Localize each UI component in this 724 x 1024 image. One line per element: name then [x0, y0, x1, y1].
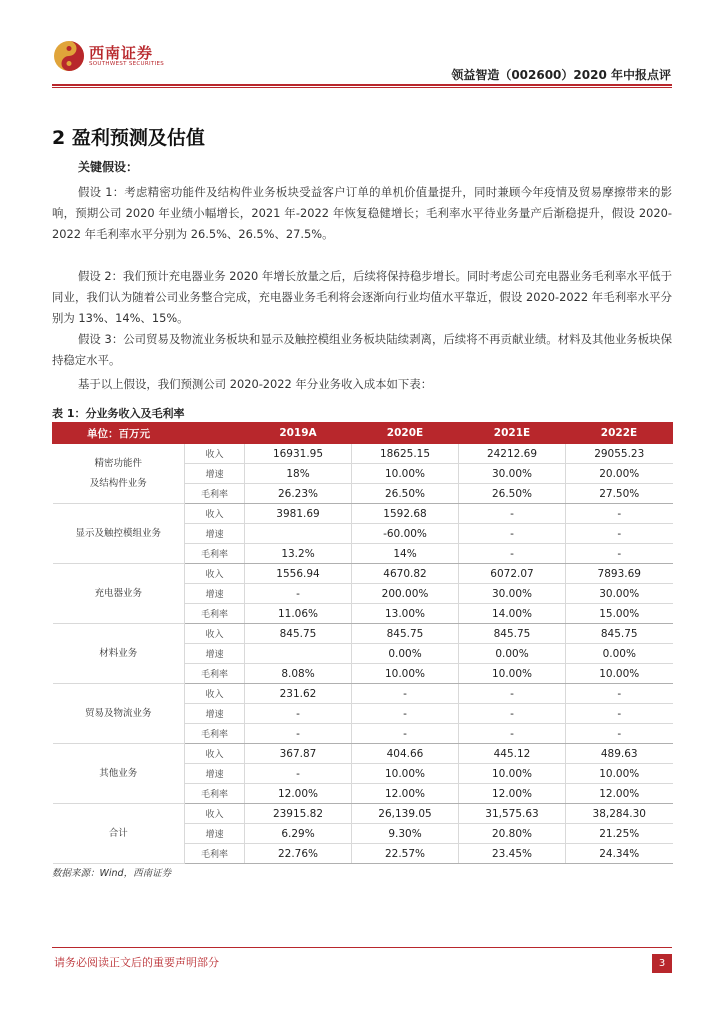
value-cell: 6072.07: [459, 564, 566, 584]
value-cell: 16931.95: [245, 444, 352, 464]
section-number: 2: [52, 127, 66, 149]
metric-cell: 毛利率: [185, 784, 245, 804]
value-cell: 30.00%: [459, 464, 566, 484]
metric-cell: 毛利率: [185, 664, 245, 684]
header-2019a: 2019A: [245, 423, 352, 444]
value-cell: 30.00%: [566, 584, 673, 604]
value-cell: 845.75: [352, 624, 459, 644]
table-body: [53, 444, 673, 864]
segment-name-cell: 显示及触控模组业务: [53, 504, 185, 564]
value-cell: [245, 524, 352, 544]
table-row: [53, 744, 673, 764]
value-cell: -: [245, 704, 352, 724]
metric-cell: 收入: [185, 564, 245, 584]
assumption-paragraph-2: 假设 2：我们预计充电器业务 2020 年增长放量之后，后续将保持稳步增长。同时考虑公司充电器业务毛利率水平低于同业，我们认为随着公司业务整合完成，充电器业务毛利将会逐渐向行业均值水平靠近，假设 2020-2022 年毛利率水平分别为 13%、14%、15%。: [52, 269, 672, 325]
value-cell: 15.00%: [566, 604, 673, 624]
logo-chinese-name: 西南证券: [89, 44, 154, 62]
table-row: [53, 624, 673, 644]
metric-cell: 增速: [185, 524, 245, 544]
value-cell: -: [245, 584, 352, 604]
table-caption: 表 1：分业务收入及毛利率: [52, 407, 185, 420]
section-title-text: 盈利预测及估值: [71, 127, 205, 149]
value-cell: -: [459, 544, 566, 564]
value-cell: 31,575.63: [459, 804, 566, 824]
value-cell: 21.25%: [566, 824, 673, 844]
metric-cell: 增速: [185, 644, 245, 664]
value-cell: -: [459, 724, 566, 744]
table-header-row: [53, 423, 673, 444]
value-cell: 10.00%: [459, 664, 566, 684]
metric-cell: 毛利率: [185, 604, 245, 624]
value-cell: 27.50%: [566, 484, 673, 504]
table-row: [53, 504, 673, 524]
forecast-intro-paragraph: 基于以上假设，我们预测公司 2020-2022 年分业务收入成本如下表：: [78, 377, 433, 391]
value-cell: 0.00%: [566, 644, 673, 664]
page-header: [0, 0, 724, 90]
header-metric: [185, 423, 245, 444]
value-cell: 10.00%: [352, 464, 459, 484]
value-cell: 13.2%: [245, 544, 352, 564]
value-cell: -: [245, 724, 352, 744]
value-cell: -: [566, 684, 673, 704]
value-cell: 13.00%: [352, 604, 459, 624]
metric-cell: 增速: [185, 464, 245, 484]
segment-name-cell: 贸易及物流业务: [53, 684, 185, 744]
value-cell: 3981.69: [245, 504, 352, 524]
metric-cell: 收入: [185, 504, 245, 524]
table-row: [53, 684, 673, 704]
logo-english-name: SOUTHWEST SECURITIES: [89, 61, 165, 67]
metric-cell: 增速: [185, 824, 245, 844]
value-cell: 12.00%: [245, 784, 352, 804]
segment-name-cell: 充电器业务: [53, 564, 185, 624]
value-cell: -: [352, 724, 459, 744]
header-2022e: 2022E: [566, 423, 673, 444]
value-cell: 0.00%: [459, 644, 566, 664]
value-cell: -: [566, 704, 673, 724]
value-cell: 30.00%: [459, 584, 566, 604]
assumption-paragraph-3: 假设 3：公司贸易及物流业务板块和显示及触控模组业务板块陆续剥离，后续将不再贡献业绩。材料及其他业务板块保持稳定水平。: [52, 332, 672, 367]
value-cell: -: [459, 524, 566, 544]
value-cell: 1556.94: [245, 564, 352, 584]
metric-cell: 收入: [185, 744, 245, 764]
value-cell: 845.75: [245, 624, 352, 644]
footer-disclaimer: 请务必阅读正文后的重要声明部分: [54, 956, 219, 969]
value-cell: 26,139.05: [352, 804, 459, 824]
report-title: 领益智造（002600）2020 年中报点评: [451, 68, 671, 82]
metric-cell: 收入: [185, 804, 245, 824]
value-cell: 489.63: [566, 744, 673, 764]
value-cell: -: [352, 684, 459, 704]
value-cell: 845.75: [459, 624, 566, 644]
header-divider: [52, 84, 672, 86]
value-cell: 24.34%: [566, 844, 673, 864]
value-cell: 10.00%: [352, 664, 459, 684]
value-cell: 10.00%: [566, 764, 673, 784]
value-cell: 9.30%: [352, 824, 459, 844]
value-cell: -60.00%: [352, 524, 459, 544]
value-cell: 845.75: [566, 624, 673, 644]
value-cell: 24212.69: [459, 444, 566, 464]
header-2020e: 2020E: [352, 423, 459, 444]
table-row: [53, 564, 673, 584]
key-assumptions-heading: 关键假设：: [78, 160, 139, 174]
value-cell: 10.00%: [459, 764, 566, 784]
header-divider-thin: [52, 87, 672, 88]
value-cell: -: [352, 704, 459, 724]
value-cell: -: [566, 724, 673, 744]
value-cell: 7893.69: [566, 564, 673, 584]
section-heading: [52, 123, 205, 150]
value-cell: 8.08%: [245, 664, 352, 684]
value-cell: -: [245, 764, 352, 784]
value-cell: 18%: [245, 464, 352, 484]
header-2021e: 2021E: [459, 423, 566, 444]
value-cell: 20.80%: [459, 824, 566, 844]
table-row: [53, 444, 673, 464]
value-cell: 404.66: [352, 744, 459, 764]
value-cell: 10.00%: [352, 764, 459, 784]
metric-cell: 毛利率: [185, 844, 245, 864]
data-source-note: 数据来源：Wind，西南证券: [52, 868, 172, 879]
metric-cell: 毛利率: [185, 724, 245, 744]
metric-cell: 增速: [185, 704, 245, 724]
metric-cell: 增速: [185, 764, 245, 784]
value-cell: 12.00%: [566, 784, 673, 804]
metric-cell: 毛利率: [185, 484, 245, 504]
footer-divider: [52, 947, 672, 948]
company-logo: [53, 40, 213, 80]
value-cell: 11.06%: [245, 604, 352, 624]
value-cell: 38,284.30: [566, 804, 673, 824]
segment-name-cell: 合计: [53, 804, 185, 864]
value-cell: 26.23%: [245, 484, 352, 504]
metric-cell: 收入: [185, 444, 245, 464]
value-cell: [245, 644, 352, 664]
assumption-paragraph-1: 假设 1：考虑精密功能件及结构件业务板块受益客户订单的单机价值量提升，同时兼顾今年疫情及贸易摩擦带来的影响，预期公司 2020 年业绩小幅增长，2021 年-2022 年恢复稳健增长；毛利率水平待业务量产后渐稳提升，假设 2020-2022 年毛利率水平分别为 26.5%、26.5%、27.5%。: [52, 185, 672, 241]
value-cell: 23.45%: [459, 844, 566, 864]
table-row: [53, 804, 673, 824]
value-cell: 12.00%: [352, 784, 459, 804]
value-cell: 26.50%: [459, 484, 566, 504]
value-cell: -: [459, 504, 566, 524]
segment-revenue-table: [52, 422, 673, 864]
value-cell: 367.87: [245, 744, 352, 764]
value-cell: 1592.68: [352, 504, 459, 524]
value-cell: 445.12: [459, 744, 566, 764]
segment-name-cell: 其他业务: [53, 744, 185, 804]
value-cell: -: [566, 544, 673, 564]
segment-name-cell: 精密功能件 及结构件业务: [53, 444, 185, 504]
value-cell: 231.62: [245, 684, 352, 704]
value-cell: 26.50%: [352, 484, 459, 504]
value-cell: 23915.82: [245, 804, 352, 824]
value-cell: 22.57%: [352, 844, 459, 864]
segment-name-cell: 材料业务: [53, 624, 185, 684]
metric-cell: 增速: [185, 584, 245, 604]
value-cell: 200.00%: [352, 584, 459, 604]
value-cell: 20.00%: [566, 464, 673, 484]
metric-cell: 收入: [185, 624, 245, 644]
value-cell: 18625.15: [352, 444, 459, 464]
header-unit: 单位：百万元: [53, 423, 185, 444]
page-number: 3: [652, 954, 672, 973]
value-cell: 29055.23: [566, 444, 673, 464]
value-cell: -: [459, 704, 566, 724]
value-cell: 10.00%: [566, 664, 673, 684]
value-cell: -: [566, 504, 673, 524]
value-cell: -: [459, 684, 566, 704]
value-cell: 12.00%: [459, 784, 566, 804]
metric-cell: 收入: [185, 684, 245, 704]
value-cell: 22.76%: [245, 844, 352, 864]
value-cell: 14%: [352, 544, 459, 564]
value-cell: 14.00%: [459, 604, 566, 624]
value-cell: 0.00%: [352, 644, 459, 664]
value-cell: 6.29%: [245, 824, 352, 844]
metric-cell: 毛利率: [185, 544, 245, 564]
value-cell: 4670.82: [352, 564, 459, 584]
logo-mark-icon: [53, 40, 85, 72]
value-cell: -: [566, 524, 673, 544]
